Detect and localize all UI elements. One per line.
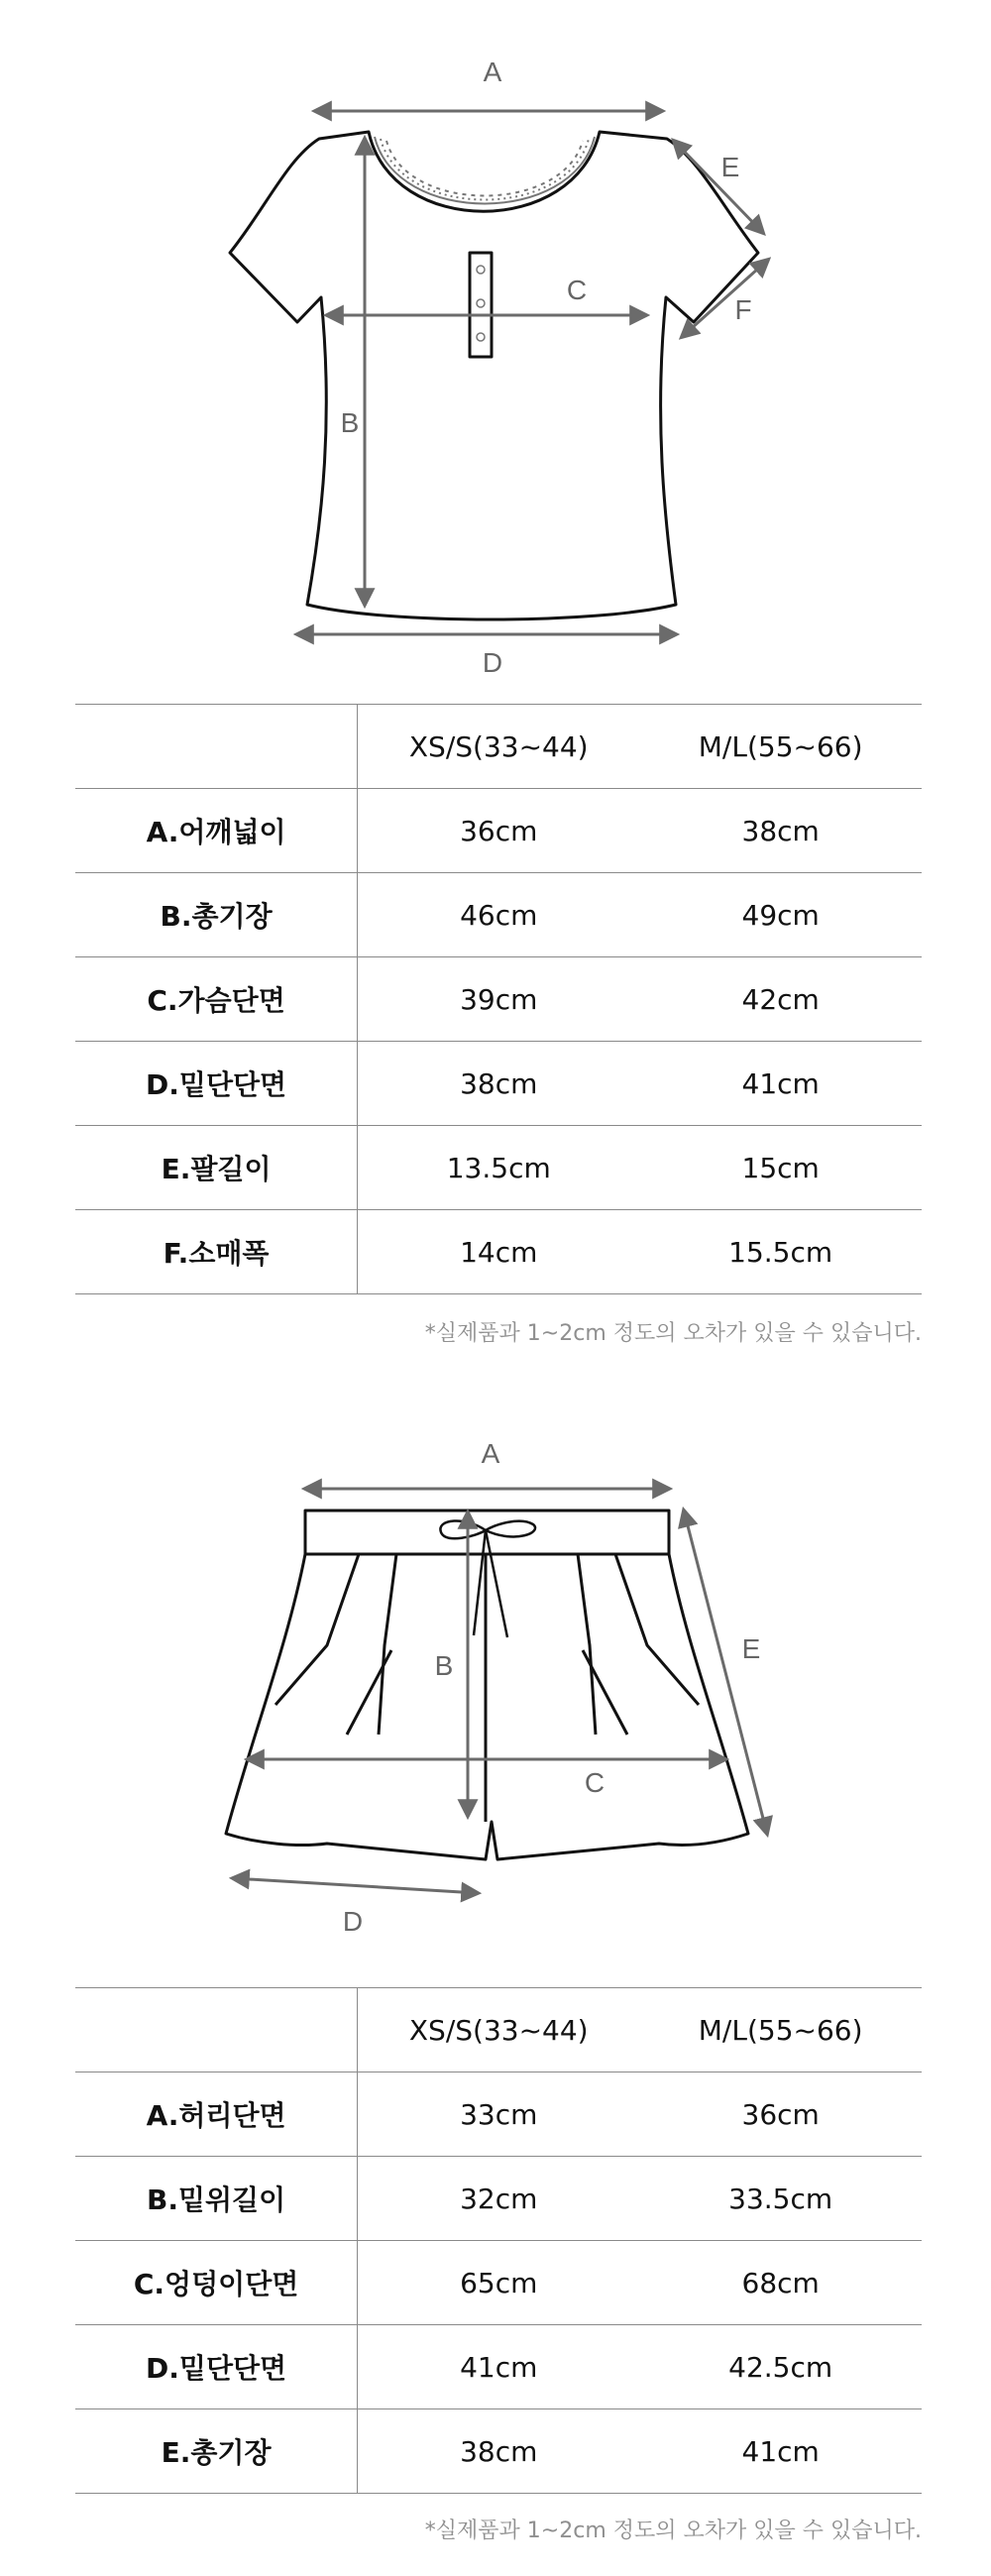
cell-value: 15.5cm (639, 1210, 922, 1294)
shorts-diagram (0, 1407, 991, 1962)
table-row (75, 873, 922, 957)
cell-value: 41cm (639, 2409, 922, 2494)
row-label: A.어깨넓이 (75, 789, 358, 873)
lace-trim (375, 137, 595, 204)
cell-value: 36cm (639, 2072, 922, 2157)
cell-value: 38cm (358, 1042, 640, 1126)
cell-value: 68cm (639, 2241, 922, 2325)
label-b: B (340, 407, 360, 438)
table-header-cell: M/L(55~66) (639, 705, 922, 789)
cell-value: 33cm (358, 2072, 640, 2157)
cell-value: 49cm (639, 873, 922, 957)
label-d: D (482, 647, 503, 678)
table-row (75, 2157, 922, 2241)
cell-value: 38cm (639, 789, 922, 873)
table-header-cell (75, 1988, 358, 2072)
dimension-e-line (674, 141, 763, 233)
cell-value: 42cm (639, 957, 922, 1042)
cell-value: 41cm (358, 2325, 640, 2409)
cell-value: 32cm (358, 2157, 640, 2241)
tshirt-diagram (0, 0, 991, 694)
bottom-size-table (75, 1987, 922, 2494)
table-row (75, 1126, 922, 1210)
cell-value: 46cm (358, 873, 640, 957)
cell-value: 15cm (639, 1126, 922, 1210)
label-e: E (741, 1633, 761, 1664)
row-label: E.총기장 (75, 2409, 358, 2494)
cell-value: 42.5cm (639, 2325, 922, 2409)
table-header-row (75, 1988, 922, 2072)
table-row (75, 2325, 922, 2409)
cell-value: 33.5cm (639, 2157, 922, 2241)
dimension-e-line (684, 1511, 767, 1834)
table-row (75, 789, 922, 873)
table-header-cell (75, 705, 358, 789)
row-label: B.총기장 (75, 873, 358, 957)
table-row (75, 1210, 922, 1294)
label-b: B (434, 1650, 454, 1681)
tshirt-outline (230, 132, 758, 619)
top-size-table (75, 704, 922, 1294)
table-header-cell: XS/S(33~44) (358, 705, 640, 789)
cell-value: 38cm (358, 2409, 640, 2494)
table-row (75, 2409, 922, 2494)
table-row (75, 2241, 922, 2325)
table-row (75, 1042, 922, 1126)
row-label: D.밑단단면 (75, 1042, 358, 1126)
table-row (75, 957, 922, 1042)
table-header-cell: XS/S(33~44) (358, 1988, 640, 2072)
row-label: C.엉덩이단면 (75, 2241, 358, 2325)
measurement-note: *실제품과 1~2cm 정도의 오차가 있을 수 있습니다. (424, 2519, 922, 2543)
cell-value: 14cm (358, 1210, 640, 1294)
label-a: A (483, 56, 502, 87)
row-label: D.밑단단면 (75, 2325, 358, 2409)
row-label: A.허리단면 (75, 2072, 358, 2157)
row-label: B.밑위길이 (75, 2157, 358, 2241)
shorts-outline (226, 1511, 748, 1859)
placket-buttons (477, 266, 485, 341)
cell-value: 36cm (358, 789, 640, 873)
cell-value: 13.5cm (358, 1126, 640, 1210)
label-d: D (342, 1906, 364, 1937)
cell-value: 41cm (639, 1042, 922, 1126)
measurement-note: *실제품과 1~2cm 정도의 오차가 있을 수 있습니다. (424, 1321, 922, 1346)
table-row (75, 2072, 922, 2157)
label-a: A (481, 1438, 500, 1469)
dimension-f-line (682, 260, 768, 337)
label-c: C (584, 1767, 606, 1798)
cell-value: 39cm (358, 957, 640, 1042)
drawstring (440, 1520, 535, 1637)
label-c: C (566, 275, 588, 305)
row-label: F.소매폭 (75, 1210, 358, 1294)
label-e: E (720, 152, 740, 182)
row-label: C.가슴단면 (75, 957, 358, 1042)
dimension-d-line (233, 1878, 478, 1893)
table-header-row (75, 705, 922, 789)
cell-value: 65cm (358, 2241, 640, 2325)
label-f: F (734, 294, 752, 325)
table-header-cell: M/L(55~66) (639, 1988, 922, 2072)
row-label: E.팔길이 (75, 1126, 358, 1210)
